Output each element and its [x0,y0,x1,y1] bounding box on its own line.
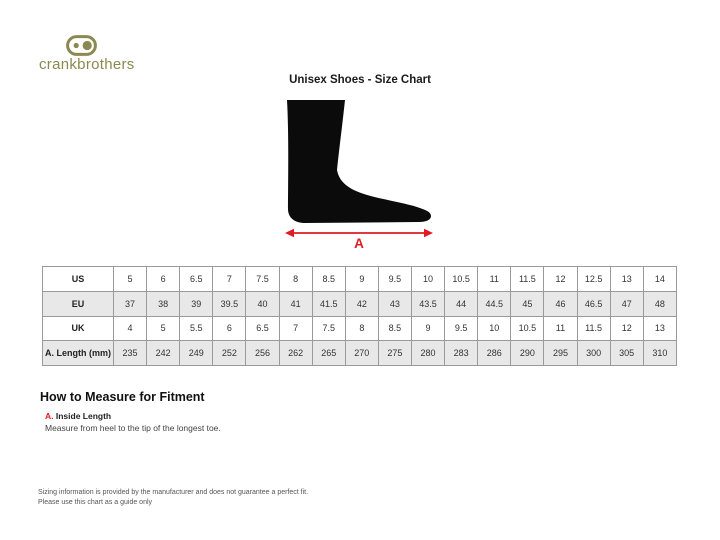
size-cell: 11 [544,316,577,341]
brand-name: crankbrothers [39,56,135,73]
size-cell: 305 [610,341,643,366]
howto-item-letter: A. [45,411,54,421]
size-cell: 13 [643,316,676,341]
size-table-row [43,316,677,341]
size-cell: 41.5 [312,291,345,316]
size-cell: 242 [147,341,180,366]
size-cell: 252 [213,341,246,366]
size-cell: 8 [279,267,312,292]
size-table-row [43,341,677,366]
size-cell: 42 [345,291,378,316]
brand-logo-icon [66,35,97,56]
size-cell: 43 [378,291,411,316]
size-cell: 280 [411,341,444,366]
size-cell: 7 [213,267,246,292]
size-cell: 270 [345,341,378,366]
measure-label-a: A [354,236,364,251]
size-cell: 10.5 [511,316,544,341]
size-cell: 9.5 [445,316,478,341]
size-cell: 44 [445,291,478,316]
size-cell: 235 [114,341,147,366]
size-cell: 14 [643,267,676,292]
size-cell: 275 [378,341,411,366]
size-cell: 8.5 [312,267,345,292]
size-cell: 6 [147,267,180,292]
size-cell: 5 [114,267,147,292]
size-cell: 43.5 [411,291,444,316]
size-cell: 12.5 [577,267,610,292]
size-cell: 7 [279,316,312,341]
size-cell: 283 [445,341,478,366]
foot-silhouette-icon [283,95,433,227]
size-cell: 265 [312,341,345,366]
size-cell: 13 [610,267,643,292]
size-cell: 12 [544,267,577,292]
size-cell: 256 [246,341,279,366]
size-cell: 9 [345,267,378,292]
footer-disclaimer [38,488,308,507]
size-cell: 38 [147,291,180,316]
size-cell: 286 [478,341,511,366]
size-cell: 7.5 [246,267,279,292]
size-cell: 295 [544,341,577,366]
size-cell: 37 [114,291,147,316]
size-cell: 290 [511,341,544,366]
size-cell: 39 [180,291,213,316]
size-row-label: US [43,267,114,292]
size-cell: 6 [213,316,246,341]
footer-line-1: Sizing information is provided by the manufacturer and does not guarantee a perfect fit. [38,489,309,496]
size-cell: 44.5 [478,291,511,316]
howto-item-description: Measure from heel to the tip of the longest toe. [45,423,221,433]
page-title: Unisex Shoes - Size Chart [289,74,431,86]
size-cell: 11.5 [511,267,544,292]
size-cell: 11.5 [577,316,610,341]
size-cell: 310 [643,341,676,366]
size-cell: 8 [345,316,378,341]
howto-item-name: Inside Length [53,411,112,421]
size-cell: 9.5 [378,267,411,292]
size-cell: 39.5 [213,291,246,316]
size-cell: 5.5 [180,316,213,341]
size-table-row [43,267,677,292]
howto-heading: How to Measure for Fitment [40,390,205,404]
size-cell: 4 [114,316,147,341]
size-cell: 262 [279,341,312,366]
footer-line-2: Please use this chart as a guide only [38,498,153,506]
howto-item-title [45,411,111,421]
size-cell: 10.5 [445,267,478,292]
size-cell: 7.5 [312,316,345,341]
size-cell: 10 [478,316,511,341]
size-cell: 47 [610,291,643,316]
size-cell: 46.5 [577,291,610,316]
size-cell: 6.5 [180,267,213,292]
size-cell: 40 [246,291,279,316]
size-table [42,266,677,366]
size-cell: 41 [279,291,312,316]
size-cell: 45 [511,291,544,316]
size-cell: 48 [643,291,676,316]
size-row-label: UK [43,316,114,341]
size-cell: 6.5 [246,316,279,341]
size-table-row [43,291,677,316]
size-cell: 9 [411,316,444,341]
size-cell: 12 [610,316,643,341]
size-cell: 300 [577,341,610,366]
size-row-label: EU [43,291,114,316]
size-table-body [43,267,677,366]
size-cell: 10 [411,267,444,292]
size-cell: 5 [147,316,180,341]
size-cell: 11 [478,267,511,292]
size-row-label: A. Length (mm) [43,341,114,366]
size-cell: 8.5 [378,316,411,341]
size-cell: 249 [180,341,213,366]
size-cell: 46 [544,291,577,316]
